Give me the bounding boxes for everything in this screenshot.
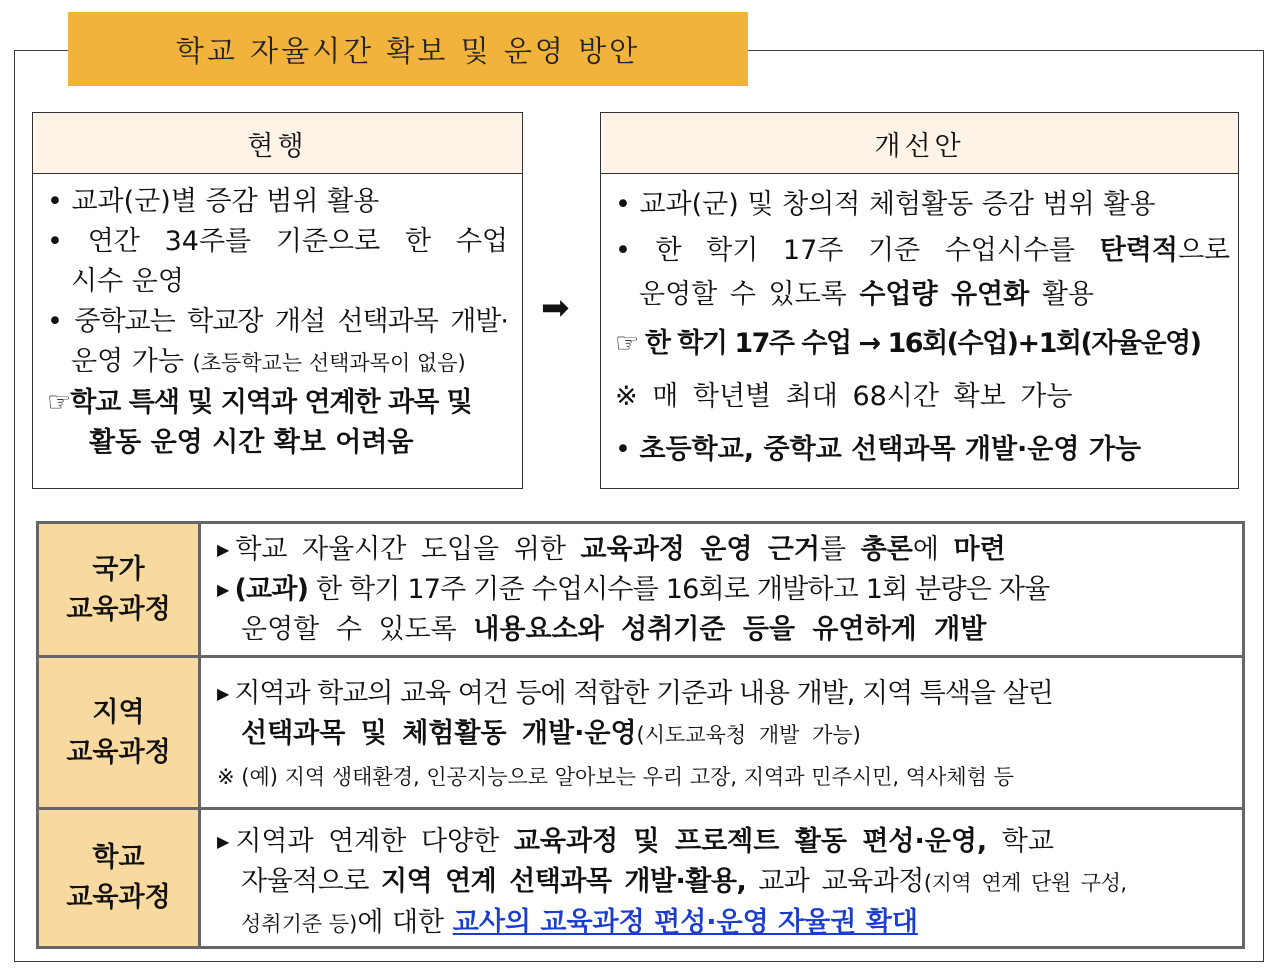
national-line-3-bold: 내용요소와 성취기준 등을 유연하게 개발 xyxy=(473,614,987,645)
improved-header: 개선안 xyxy=(601,113,1238,174)
improved-bullet-2-cont-text: 운영할 수 있도록 xyxy=(639,279,860,310)
regional-label xyxy=(39,658,201,807)
triangle-bullet-icon: ▶ xyxy=(217,832,230,851)
regional-content xyxy=(217,674,1228,799)
word: 학교장 xyxy=(187,306,263,337)
current-bullet-3-cont xyxy=(47,342,508,383)
national-content xyxy=(217,530,1228,650)
page-title: 학교 자율시간 확보 및 운영 방안 xyxy=(68,12,748,86)
national-label xyxy=(39,524,201,655)
current-bullet-1: • 교과(군)별 증감 범위 활용 xyxy=(47,186,380,217)
regional-line-2-note: (시도교육청 개발 가능) xyxy=(636,723,861,747)
school-line-2-text: 자율적으로 xyxy=(241,866,381,897)
regional-row xyxy=(39,658,1242,807)
current-bullet-2 xyxy=(47,222,508,262)
regional-label-line-2: 교육과정 xyxy=(66,736,171,768)
improved-bullet-1-text: 교과(군) 및 창의적 체험활동 증감 범위 활용 xyxy=(639,189,1156,220)
national-line-2-bold: (교과) xyxy=(234,574,309,605)
national-row xyxy=(39,524,1242,655)
word: 연간 xyxy=(87,226,140,257)
improved-bullet-2-cont-bold: 수업량 유연화 xyxy=(859,279,1030,310)
national-line-1-bold-2: 총론 xyxy=(860,534,913,565)
national-line-1-bold-1: 교육과정 운영 근거 xyxy=(580,534,821,565)
school-row xyxy=(39,810,1242,946)
improved-reference-note: ※ 매 학년별 최대 68시간 확보 가능 xyxy=(615,381,1073,412)
school-line-2-note: (지역 연계 단원 구성, xyxy=(923,871,1127,895)
word: 중학교는 xyxy=(74,306,175,337)
school-label-line-1: 학교 xyxy=(92,842,145,873)
school-line-3-note: 성취기준 등) xyxy=(241,912,358,936)
current-note xyxy=(47,383,508,423)
national-line-1-text: 학교 자율시간 도입을 위한 xyxy=(235,534,581,565)
national-line-1-bold-3: 마련 xyxy=(953,534,1006,565)
school-line-2 xyxy=(217,862,1228,903)
regional-line-1-text: 지역과 학교의 교육 여건 등에 적합한 기준과 내용 개발, 지역 특색을 살린 xyxy=(234,678,1053,709)
word: 개발· xyxy=(450,306,508,337)
national-line-1-mid-1: 를 xyxy=(820,534,861,565)
bullet-dot: • xyxy=(47,306,62,337)
current-bullet-3 xyxy=(47,302,508,342)
improved-bullet-3: • 초등학교, 중학교 선택과목 개발·운영 가능 xyxy=(615,434,1142,465)
improved-bullet-2-end: 으로 xyxy=(1177,235,1231,266)
pointing-hand-icon: ☞ xyxy=(615,328,638,359)
word: 기준으로 xyxy=(275,226,381,257)
improved-hand-text: 한 학기 17주 수업 → 16회(수업)+1회(자율운영) xyxy=(644,328,1201,359)
word: 한 xyxy=(404,226,432,257)
school-line-1 xyxy=(217,822,1228,862)
improved-bullet-2-cont xyxy=(615,274,1224,316)
current-bullet-3-note: (초등학교는 선택과목이 없음) xyxy=(192,351,466,375)
improved-box xyxy=(600,112,1239,489)
school-line-1-bold: 교육과정 및 프로젝트 활동 편성·운영, xyxy=(513,826,988,857)
current-body xyxy=(33,174,522,463)
current-box xyxy=(32,112,523,489)
school-content xyxy=(217,822,1228,944)
national-line-2-text: 한 학기 17주 기준 수업시수를 16회로 개발하고 1회 분량은 자율 xyxy=(308,574,1050,605)
national-line-3-text: 운영할 수 있도록 xyxy=(241,614,474,645)
current-bullet-2-cont: 시수 운영 xyxy=(71,266,184,297)
word: 개설 xyxy=(274,306,325,337)
triangle-bullet-icon: ▶ xyxy=(217,540,230,559)
national-line-3 xyxy=(217,610,1228,650)
current-note-line-2: 활동 운영 시간 확보 어려움 xyxy=(89,427,414,458)
regional-line-2 xyxy=(217,714,1228,755)
school-line-1-text: 지역과 연계한 다양한 xyxy=(235,826,514,857)
school-line-2-end: 교과 교육과정 xyxy=(746,866,924,897)
regional-line-3: ※ (예) 지역 생태환경, 인공지능으로 알아보는 우리 고장, 지역과 민주시민, 역사체험 등 xyxy=(217,765,1014,789)
bullet-dot: • xyxy=(47,226,63,257)
word: 34주를 xyxy=(164,226,252,257)
regional-line-1 xyxy=(217,674,1228,714)
school-label xyxy=(39,810,201,946)
current-note-cont xyxy=(47,423,508,463)
improved-body xyxy=(601,174,1238,478)
current-header: 현행 xyxy=(33,113,522,174)
national-label-line-2: 교육과정 xyxy=(66,593,171,625)
national-label-line-1: 국가 xyxy=(92,553,145,585)
regional-label-line-1: 지역 xyxy=(92,696,145,728)
improved-hand-note xyxy=(615,316,1224,372)
school-line-1-end: 학교 xyxy=(987,826,1054,857)
right-arrow-icon: ➡ xyxy=(541,288,570,328)
improved-bullet-2-cont-end: 활용 xyxy=(1029,279,1094,310)
national-line-1-mid-2: 에 xyxy=(912,534,954,565)
word: 선택과목 xyxy=(337,306,438,337)
improved-bullet-1: • 교과(군) 및 창의적 체험활동 증감 범위 활용 xyxy=(615,189,1156,220)
improved-bullet-2-text: 한 학기 17주 기준 수업시수를 xyxy=(655,235,1100,266)
triangle-bullet-icon: ▶ xyxy=(217,580,229,599)
teacher-autonomy-link[interactable]: 교사의 교육과정 편성·운영 자율권 확대 xyxy=(452,907,918,938)
curriculum-table xyxy=(36,521,1245,949)
improved-bullet-2: • 한 학기 17주 기준 수업시수를 탄력적으로 xyxy=(615,235,1231,266)
triangle-bullet-icon: ▶ xyxy=(217,684,229,703)
school-label-line-2: 교육과정 xyxy=(66,882,171,913)
school-line-3-text: 에 대한 xyxy=(357,907,453,938)
current-bullet-1-text: 교과(군)별 증감 범위 활용 xyxy=(71,186,380,217)
school-line-3 xyxy=(217,903,1228,944)
improved-bullet-2-bold: 탄력적 xyxy=(1099,235,1178,266)
current-note-line-1: 학교 특색 및 지역과 연계한 과목 및 xyxy=(70,387,472,418)
word: 수업 xyxy=(455,226,508,257)
regional-line-2-bold: 선택과목 및 체험활동 개발·운영 xyxy=(241,718,637,749)
national-line-2 xyxy=(217,570,1228,610)
improved-bullet-3-text: 초등학교, 중학교 선택과목 개발·운영 가능 xyxy=(639,434,1142,465)
school-line-2-bold: 지역 연계 선택과목 개발·활용, xyxy=(381,866,747,897)
national-line-1 xyxy=(217,530,1228,570)
current-bullet-3-cont-text: 운영 가능 xyxy=(71,346,184,377)
pointing-hand-icon: ☞ xyxy=(47,387,71,418)
